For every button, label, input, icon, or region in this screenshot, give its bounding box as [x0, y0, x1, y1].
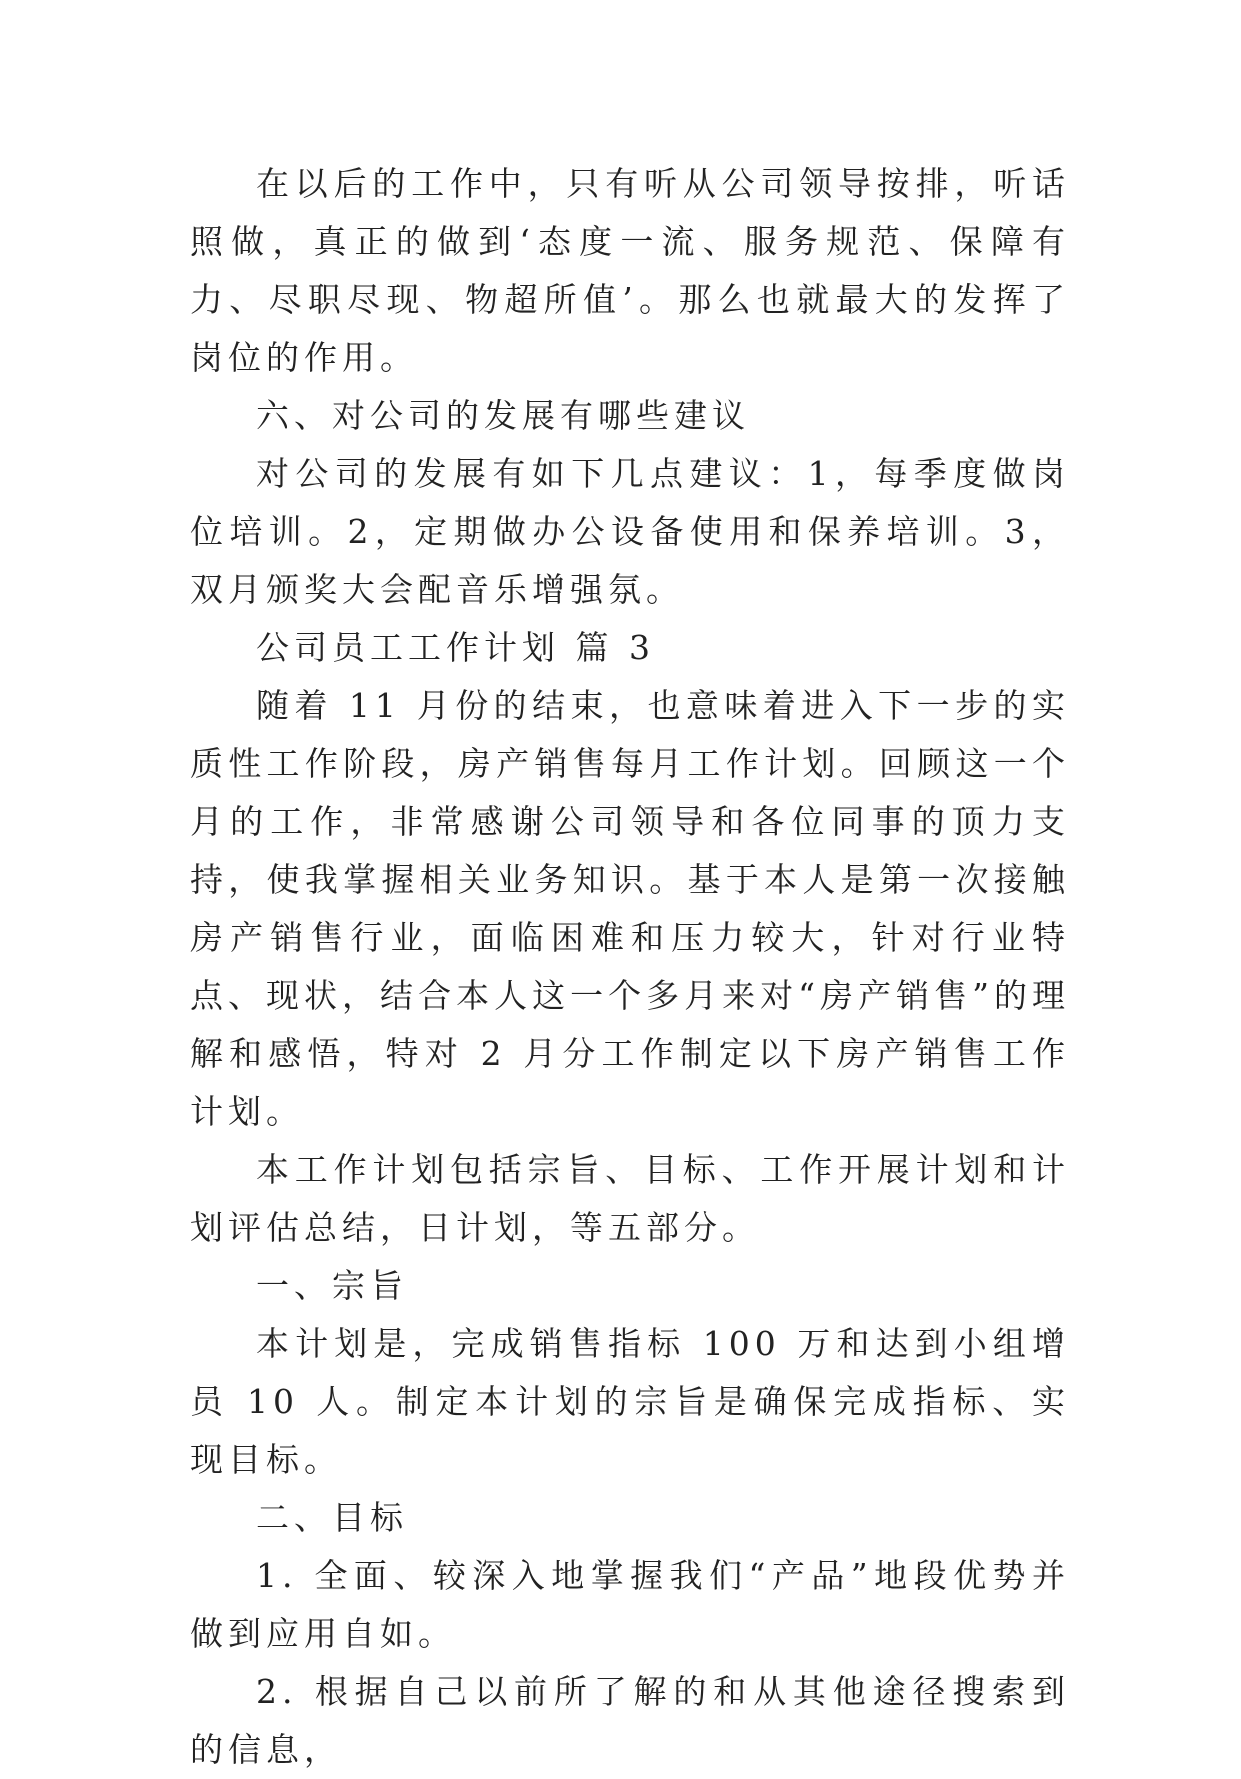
paragraph-plan-structure: 本工作计划包括宗旨、目标、工作开展计划和计划评估总结，日计划，等五部分。: [190, 1150, 1070, 1247]
paragraph-goal-1: 1. 全面、较深入地掌握我们“产品”地段优势并做到应用自如。: [190, 1556, 1070, 1653]
section-heading-suggestions: 六、对公司的发展有哪些建议: [256, 396, 750, 435]
section-heading-goals: 二、目标: [256, 1498, 408, 1537]
paragraph-work-attitude: 在以后的工作中，只有听从公司领导按排，听话照做，真正的做到‘态度一流、服务规范、保障有力、尽职尽现、物超所值’。那么也就最大的发挥了岗位的作用。: [190, 164, 1070, 377]
paragraph-plan-intro: 随着 11 月份的结束，也意味着进入下一步的实质性工作阶段，房产销售每月工作计划。回顾这一个月的工作，非常感谢公司领导和各位同事的顶力支持，使我掌握相关业务知识。基于本人是第一次接触房产销售行业，面临困难和压力较大，针对行业特点、现状，结合本人这一个多月来对“房产销售”的理解和感悟，特对 2 月分工作制定以下房产销售工作计划。: [190, 686, 1070, 1131]
section-heading-purpose: 一、宗旨: [256, 1266, 408, 1305]
article-heading-plan-3: 公司员工工作计划 篇 3: [256, 628, 655, 667]
paragraph-goal-2: 2. 根据自己以前所了解的和从其他途径搜索到的信息，: [190, 1672, 1070, 1769]
paragraph-suggestions: 对公司的发展有如下几点建议：1，每季度做岗位培训。2，定期做办公设备使用和保养培训。3，双月颁奖大会配音乐增强氛。: [190, 454, 1070, 609]
document-body: [190, 155, 1070, 1779]
paragraph-purpose: 本计划是，完成销售指标 100 万和达到小组增员 10 人。制定本计划的宗旨是确保完成指标、实现目标。: [190, 1324, 1070, 1479]
